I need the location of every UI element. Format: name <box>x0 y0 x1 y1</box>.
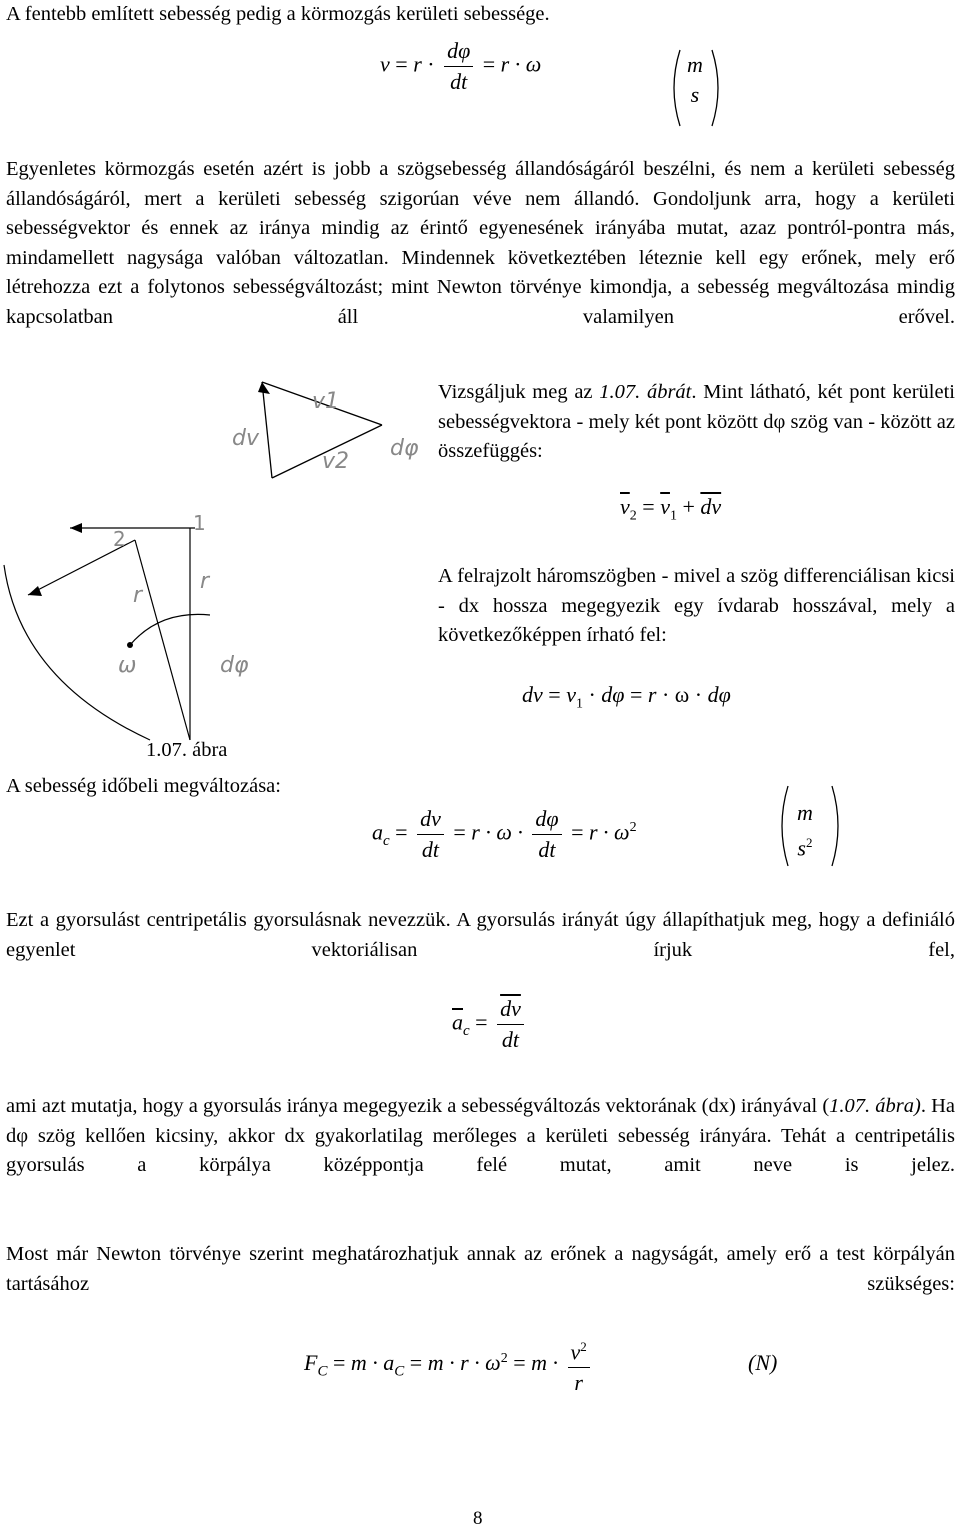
arrowhead-1 <box>70 523 82 533</box>
eq6-asub: C <box>394 1363 405 1380</box>
eq5-den: dt <box>501 1027 520 1052</box>
equation-vector-acc <box>452 996 528 1053</box>
eq3-equals2: = <box>629 682 643 707</box>
fig-label-r1: r <box>133 583 143 608</box>
eq4-equals3: = <box>571 819 584 845</box>
eq5-num: $\overline{dv}$ <box>497 996 524 1025</box>
eq3-dot2: · <box>661 682 670 707</box>
eq5-sub: c <box>463 1022 470 1039</box>
fig-label-dphi-top: dφ <box>390 436 419 461</box>
eq1-equals2: = <box>482 51 496 77</box>
eq2-equals: = <box>642 494 655 519</box>
eq2-dv: $\overline{dv}$ <box>700 494 722 519</box>
eq3-sub: 1 <box>575 696 583 712</box>
fig-label-dphi: dφ <box>220 653 249 678</box>
fig-label-v1: v1 <box>312 389 340 414</box>
page-number: 8 <box>473 1508 483 1529</box>
paragraph-newton-force: Most már Newton törvénye szerint meghatározhatjuk annak az erőnek a nagyságát, amely erő a test körpályán tartásához szükséges: <box>6 1243 955 1295</box>
eq6-m: m · <box>350 1350 378 1376</box>
paragraph-direction <box>6 1092 955 1210</box>
right1-ref: 1.07. ábrát <box>599 381 692 403</box>
eq3-v: v <box>566 682 576 707</box>
eq5-frac <box>497 996 524 1053</box>
eq4-rw2: r · ω <box>588 819 630 845</box>
eq6-equals3: = <box>513 1350 526 1376</box>
eq4-unit-frac <box>794 800 816 861</box>
eq6-F: F <box>304 1350 318 1376</box>
eq3-dphi2: dφ <box>707 682 731 707</box>
paragraph-uniform-circular-motion: Egyenletes körmozgás esetén azért is jobb a szögsebesség állandóságáról beszélni, és nem a kerületi sebesség állandóságáról, mert a kerületi sebesség szigorúan véve nem állandó. Gondoljunk arra, hogy a kerületi sebességvektor és ennek az iránya mindig az érintő egyenesének irányába mutat, azaz pontról-pontra más, mindamellett nagysága valóban változatlan. Mindennek következtében léteznie kell egy erőnek, mely erő létrehozza ezt a folytonos sebességváltozást; mint Newton törvénye kimondja, a sebesség megváltozása mindig kapcsolatban áll valamilyen erővel. <box>6 158 955 328</box>
eq4-num2: dφ <box>532 806 561 835</box>
eq4-frac1 <box>417 806 444 863</box>
eq2-lhs-sub: 2 <box>629 508 637 524</box>
eq4-num1: dv <box>417 806 444 835</box>
fig-label-2: 2 <box>113 527 126 551</box>
radius-line-2 <box>135 540 190 740</box>
equation-force <box>304 1334 594 1396</box>
equation-centripetal <box>372 806 637 863</box>
eq4-sup: 2 <box>629 820 637 836</box>
eq1-unit-frac <box>684 52 706 108</box>
para4-ref: 1.07. ábra) <box>829 1095 921 1117</box>
eq1-r: r <box>413 51 422 77</box>
sebesseg-label: A sebesség időbeli megváltozása: <box>6 775 281 797</box>
eq2-lhs: $\overline{v}$ <box>620 494 630 519</box>
eq6-m2: m · <box>531 1350 559 1376</box>
eq4-sub: c <box>383 832 390 849</box>
eq3-dv: dv <box>522 682 543 707</box>
eq1-equals: = <box>395 51 408 77</box>
equation-force-unit: (N) <box>748 1350 778 1375</box>
triangle-v2-line <box>262 382 272 478</box>
equation-velocity <box>380 38 541 95</box>
eq2-v1: $\overline{v}$ <box>660 494 670 519</box>
eq2-v1-sub: 1 <box>669 508 677 524</box>
eq6-numsup: 2 <box>580 1339 587 1354</box>
para4-b: . Ha dφ szög kellően kicsiny, akkor dx gyakorlatilag merőleges a kerületi sebesség irányára. Tehát a centripetális gyorsulás a körpálya középpontja felé mutat, amit neve is jelez. <box>6 1095 956 1176</box>
eq6-num-wrap <box>568 1334 590 1368</box>
eq6-sup: 2 <box>500 1350 508 1366</box>
intro-sentence: A fentebb említett sebesség pedig a körmozgás kerületi sebessége. <box>6 3 550 25</box>
eq1-rw: r · ω <box>500 51 542 77</box>
eq5-a: $\overline{a}$ <box>452 1009 463 1035</box>
eq6-equals: = <box>332 1350 346 1376</box>
right1-b: . Mint látható, két pont kerületi sebességvektora - mely két pont között dφ szög van - között az összefüggés: <box>438 381 955 462</box>
eq5-equals: = <box>475 1009 488 1035</box>
eq4-rw: r · ω · <box>471 819 523 845</box>
eq1-fraction <box>444 38 473 95</box>
eq6-mr: m · r · ω <box>427 1350 501 1376</box>
eq4-den1: dt <box>421 837 440 862</box>
eq6-num: v <box>570 1339 581 1365</box>
eq3-w: ω <box>674 682 690 707</box>
fig-label-dv: dv <box>232 426 259 451</box>
fig-label-r2: r <box>200 569 210 594</box>
eq1-v: v <box>380 51 390 77</box>
eq6-Fsub: C <box>317 1363 328 1380</box>
eq6-frac <box>568 1334 590 1396</box>
right-paragraph-2: A felrajzolt háromszögben - mivel a szög differenciálisan kicsi - dx hossza megegyezik egy ívdarab hosszával, mely a következőképpen írható fel: <box>438 565 955 646</box>
eq6-equals2: = <box>409 1350 423 1376</box>
angle-arc <box>130 614 210 645</box>
right-paragraph-1 <box>438 378 955 467</box>
fig-label-v2: v2 <box>322 449 350 474</box>
eq2-plus: + <box>682 494 695 519</box>
eq3-dphi: dφ <box>601 682 625 707</box>
eq4-den2: dt <box>538 837 556 862</box>
eq4-equals2: = <box>453 819 466 845</box>
eq3-equals: = <box>548 682 561 707</box>
eq4-unit-den-wrap <box>794 828 815 861</box>
eq4-equals: = <box>395 819 408 845</box>
eq1-den: dt <box>450 69 468 94</box>
eq1-unit-num: m <box>687 52 703 77</box>
equation-dv <box>522 682 731 712</box>
eq4-unit-den: s <box>797 835 806 861</box>
eq3-r: r <box>647 682 657 707</box>
fig-label-1: 1 <box>193 511 206 535</box>
arrowhead-2 <box>28 586 42 596</box>
eq3-dot1: · <box>588 682 596 707</box>
eq3-dot3: · <box>694 682 703 707</box>
figure-caption: 1.07. ábra <box>146 739 228 761</box>
eq4-unit-sup: 2 <box>805 835 813 850</box>
eq1-dot: · <box>427 51 435 77</box>
eq4-a: a <box>372 819 383 845</box>
arc-dot <box>127 642 133 648</box>
eq1-num: dφ <box>444 38 473 67</box>
paragraph-centripetal-name: Ezt a gyorsulást centripetális gyorsulásnak nevezzük. A gyorsulás irányát úgy állapíthatjuk meg, hogy a definiáló egyenlet vektoriálisan írjuk fel, <box>6 909 955 961</box>
eq6-a: a <box>383 1350 395 1376</box>
right1-a: Vizsgáljuk meg az <box>438 381 600 403</box>
eq4-unit-num: m <box>797 800 813 825</box>
eq6-den: r <box>574 1370 583 1396</box>
equation-vector-sum <box>620 494 721 524</box>
fig-label-omega: ω <box>118 653 137 678</box>
para4-a: ami azt mutatja, hogy a gyorsulás iránya megegyezik a sebességváltozás vektorának (dx) irányával ( <box>6 1095 830 1117</box>
eq4-frac2 <box>532 806 561 863</box>
figure-1-07 <box>0 370 440 750</box>
eq1-unit-den: s <box>690 82 700 107</box>
